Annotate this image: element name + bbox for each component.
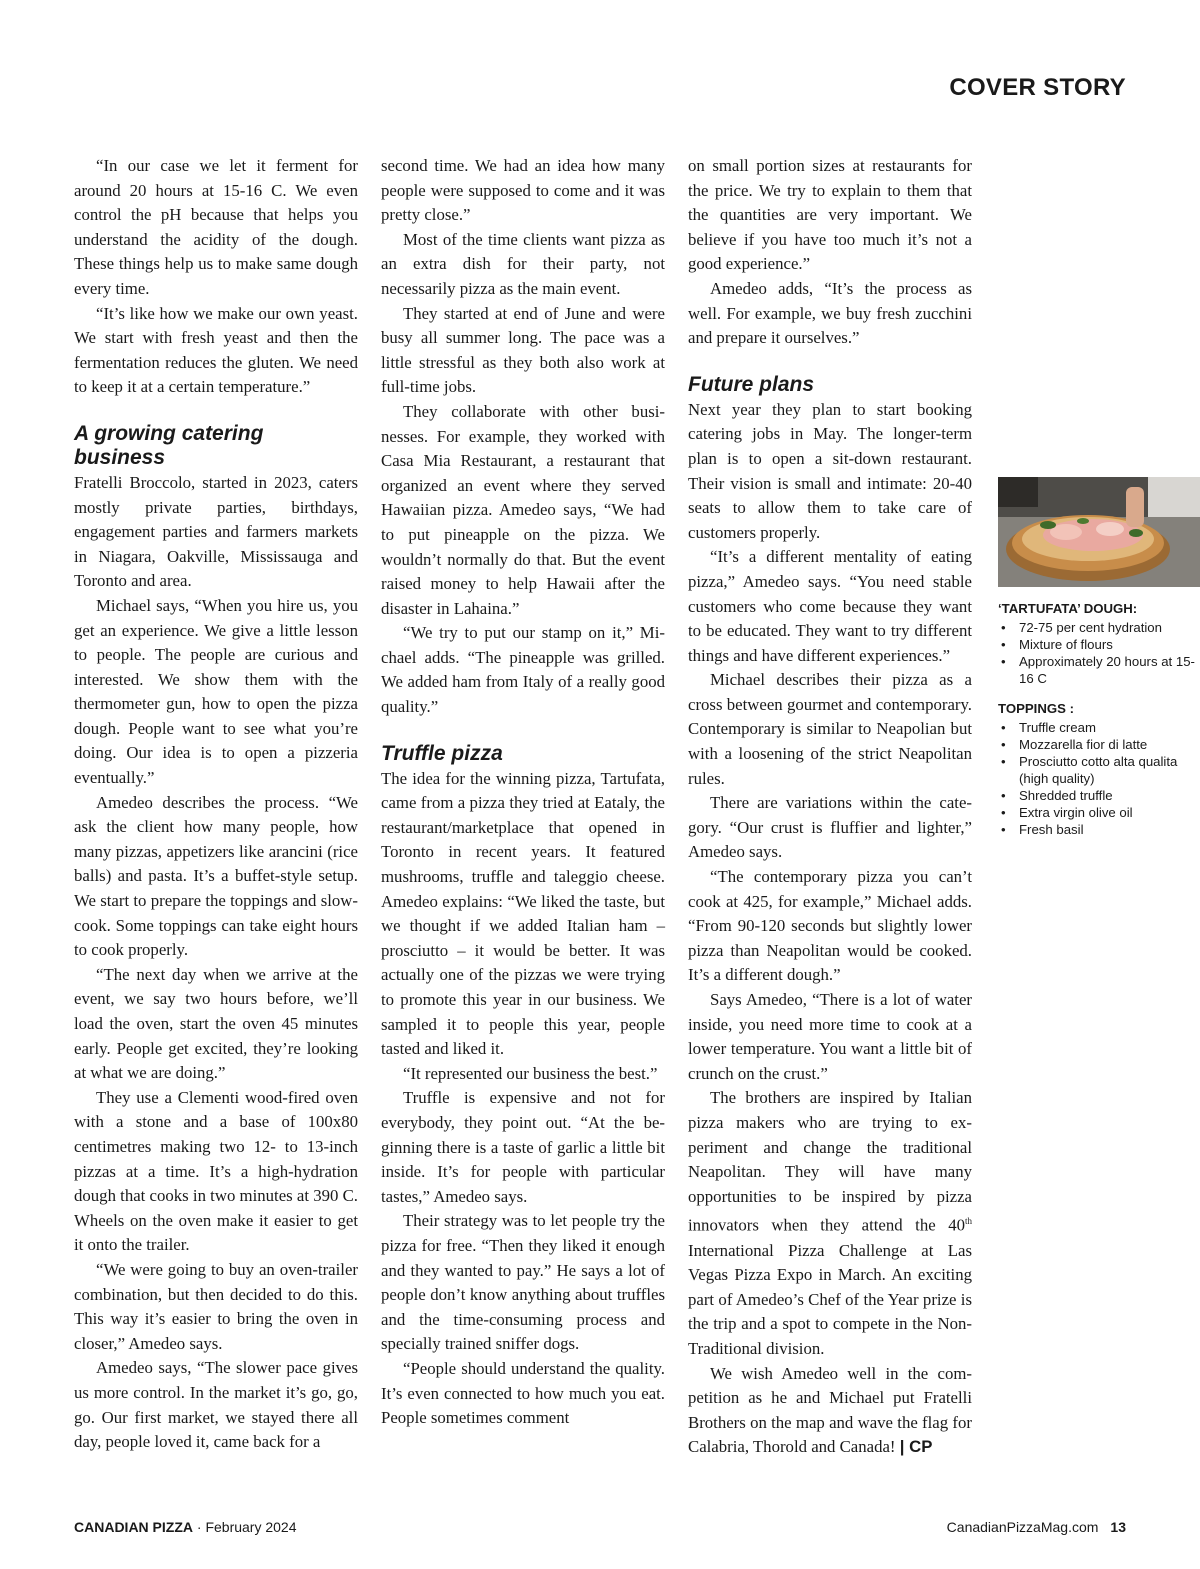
paragraph: “The contemporary pizza you can’t cook at 425, for example,” Michael adds. “From 90-120 seconds but slightly lower pizza than Neapolitan would be cooked. It’s a different dough.” — [688, 867, 972, 985]
paragraph: “We were going to buy an oven-trailer combination, but then decided to do this. This way it’s easier to bring the oven in closer,” Amedeo says. — [74, 1259, 358, 1353]
list-item: • Prosciutto cotto alta qualita (high quality) — [1019, 753, 1200, 787]
paragraph: Amedeo says, “The slower pace gives us more control. In the market it’s go, go, go. Our first market, we stayed there all day, people loved it, came back for a — [74, 1358, 358, 1452]
article-column-3 — [688, 154, 972, 1460]
footer-right — [947, 1519, 1126, 1535]
toppings-list — [998, 719, 1200, 838]
paragraph: Next year they plan to start booking catering jobs in May. The longer-term plan is to open a sit-down restaurant. Their vision is small and intimate: 20-40 seats to allow them to take care of customers properly. — [688, 399, 972, 542]
paragraph-text: We wish Amedeo well in the competition as he and Michael put Fratelli Brothers on the map and wave the flag for Calabria, Thorold and Canada! — [688, 1363, 972, 1457]
end-mark: | CP — [899, 1437, 933, 1457]
page-number: 13 — [1110, 1519, 1126, 1535]
issue-date: · February 2024 — [193, 1519, 297, 1535]
paragraph: “It’s like how we make our own yeast. We start with fresh yeast and then the fermentation reduces the gluten. We need to keep it at a certain temperature.” — [74, 303, 358, 397]
paragraph: They started at end of June and were busy all summer long. The pace was a little stressful as they both also work at full-time jobs. — [381, 303, 665, 397]
recipe-sidebar — [998, 477, 1200, 838]
paragraph: “We try to put our stamp on it,” Michael adds. “The pineapple was grilled. We added ham from Italy of a really good quality.” — [381, 623, 665, 717]
paragraph: Amedeo describes the process. “We ask the client how many people, how many pizzas, appetizers like arancini (rice balls) and pasta. It’s a buffet-style setup. We start to prepare the toppings and slow-cook. Some toppings can take eight hours to cook properly. — [74, 792, 358, 960]
dough-title: ‘TARTUFATA’ DOUGH: — [998, 601, 1138, 616]
paragraph: Most of the time clients want pizza as an extra dish for their party, not necessarily pizza as the main event. — [381, 229, 665, 298]
list-item: • Mozzarella fior di latte — [1019, 736, 1200, 753]
list-item: • Extra virgin olive oil — [1019, 804, 1200, 821]
list-item: • Fresh basil — [1019, 821, 1200, 838]
paragraph: Michael describes their pizza as a cross between gourmet and contemporary. Contemporary is similar to Neapolian but with a loosening of the strict Neapolitan rules. — [688, 670, 972, 788]
paragraph: Their strategy was to let people try the pizza for free. “Then they liked it enough and they wanted to pay.” He says a lot of people don’t know anything about truffles and the time-consuming process and specially trained sniffer dogs. — [381, 1211, 665, 1354]
dough-list — [998, 619, 1200, 687]
paragraph-text: The brothers are inspired by Italian pizza makers who are trying to experiment and change the traditional Neapolitan. They will have many opportunities to be inspired by pizza innovators when they attend the 40 — [688, 1088, 972, 1235]
paragraph: second time. We had an idea how many people were supposed to come and it was pretty close.” — [381, 156, 665, 225]
paragraph: The idea for the winning pizza, Tartufata, came from a pizza they tried at Eataly, the restaurant/marketplace that opened in Toronto in recent years. It featured mushrooms, truffle and taleggio cheese. Amedeo explains: “We liked the taste, but we thought if we added Italian ham – prosciutto – it would be better. It was actually one of the pizzas we were trying to promote this year in our business. We sampled it to people this year, people tasted and liked it. — [381, 768, 665, 1059]
paragraph: They use a Clementi wood-fired oven with a stone and a base of 100x80 centimetres making two 12- to 13-inch pizzas at a time. It’s a high-hydration dough that cooks in two minutes at 390 C. Wheels on the oven make it easier to get it onto the trailer. — [74, 1087, 358, 1255]
paragraph: Truffle is expensive and not for everybody, they point out. “At the beginning there is a taste of garlic a little bit inside. It’s for people with particular tastes,” Amedeo says. — [381, 1088, 665, 1206]
paragraph — [688, 1362, 972, 1460]
paragraph: “In our case we let it ferment for around 20 hours at 15-16 C. We even control the pH because that helps you understand the acidity of the dough. These things help us to make same dough every time. — [74, 156, 358, 298]
pizza-photo — [998, 477, 1200, 587]
paragraph: “People should understand the quality. It’s even connected to how much you eat. People sometimes comment — [381, 1358, 665, 1428]
subheading-catering: A growing catering business — [74, 421, 264, 469]
article-column-1 — [74, 154, 358, 1455]
ordinal-suffix: th — [964, 1216, 972, 1227]
list-item: • 72-75 per cent hydration — [1019, 619, 1200, 636]
paragraph: There are variations within the category. “Our crust is fluffier and lighter,” Amedeo says. — [688, 793, 972, 862]
paragraph: They collaborate with other businesses. For example, they worked with Casa Mia Restaurant, a restaurant that organized an event where they served Hawaiian pizza. Amedeo says, “We had to put pineapple on the pizza. We wouldn’t normally do that. But the event raised money to help Hawaii after the disaster in Lahaina.” — [381, 401, 665, 618]
paragraph: on small portion sizes at restaurants for the price. We try to explain to them that the quantities are very important. We believe if you have too much it’s not a good experience.” — [688, 156, 972, 274]
paragraph: “The next day when we arrive at the event, we say two hours before, we’ll load the oven, start the oven 45 minutes early. People get excited, they’re looking at what we are doing.” — [74, 964, 358, 1083]
list-item: • Truffle cream — [1019, 719, 1200, 736]
paragraph: Fratelli Broccolo, started in 2023, caters mostly private parties, birthdays, engagement parties and farmers markets in Niagara, Oakville, Mississauga and Toronto and area. — [74, 472, 358, 591]
toppings-title: TOPPINGS : — [998, 701, 1074, 716]
paragraph: Says Amedeo, “There is a lot of water inside, you need more time to cook at a lower temperature. You want a little bit of crunch on the crust.” — [688, 990, 972, 1083]
subheading-truffle: Truffle pizza — [381, 741, 503, 765]
website-link[interactable]: CanadianPizzaMag.com — [946, 1519, 1099, 1535]
paragraph: “It represented our business the best.” — [403, 1063, 658, 1083]
magazine-name: CANADIAN PIZZA — [74, 1519, 193, 1535]
list-item: • Mixture of flours — [1019, 636, 1200, 653]
list-item: • Shredded truffle — [1019, 787, 1200, 804]
paragraph: Michael says, “When you hire us, you get an experience. We give a little lesson to people. The people are curious and interested. We show them with the thermometer gun, how to open the pizza dough. People want to see what you’re doing. Our idea is to open a pizzeria eventually.” — [74, 595, 358, 788]
paragraph-text: International Pizza Challenge at Las Vegas Pizza Expo in March. An exciting part of Amedeo’s Chef of the Year prize is the trip and a spot to compete in the Non-Traditional division. — [688, 1240, 972, 1358]
list-item: • Approximately 20 hours at 15-16 C — [1019, 653, 1200, 687]
section-label: COVER STORY — [949, 74, 1126, 101]
paragraph: Amedeo adds, “It’s the process as well. For example, we buy fresh zucchini and prepare it ourselves.” — [688, 278, 972, 348]
paragraph — [688, 1086, 972, 1361]
article-column-2 — [381, 154, 665, 1431]
footer-masthead — [74, 1519, 297, 1535]
paragraph: “It’s a different mentality of eating pizza,” Amedeo says. “You need stable customers who come because they want to be educated. They want to try different things and have different experiences.” — [688, 547, 972, 665]
subheading-future: Future plans — [688, 372, 815, 396]
